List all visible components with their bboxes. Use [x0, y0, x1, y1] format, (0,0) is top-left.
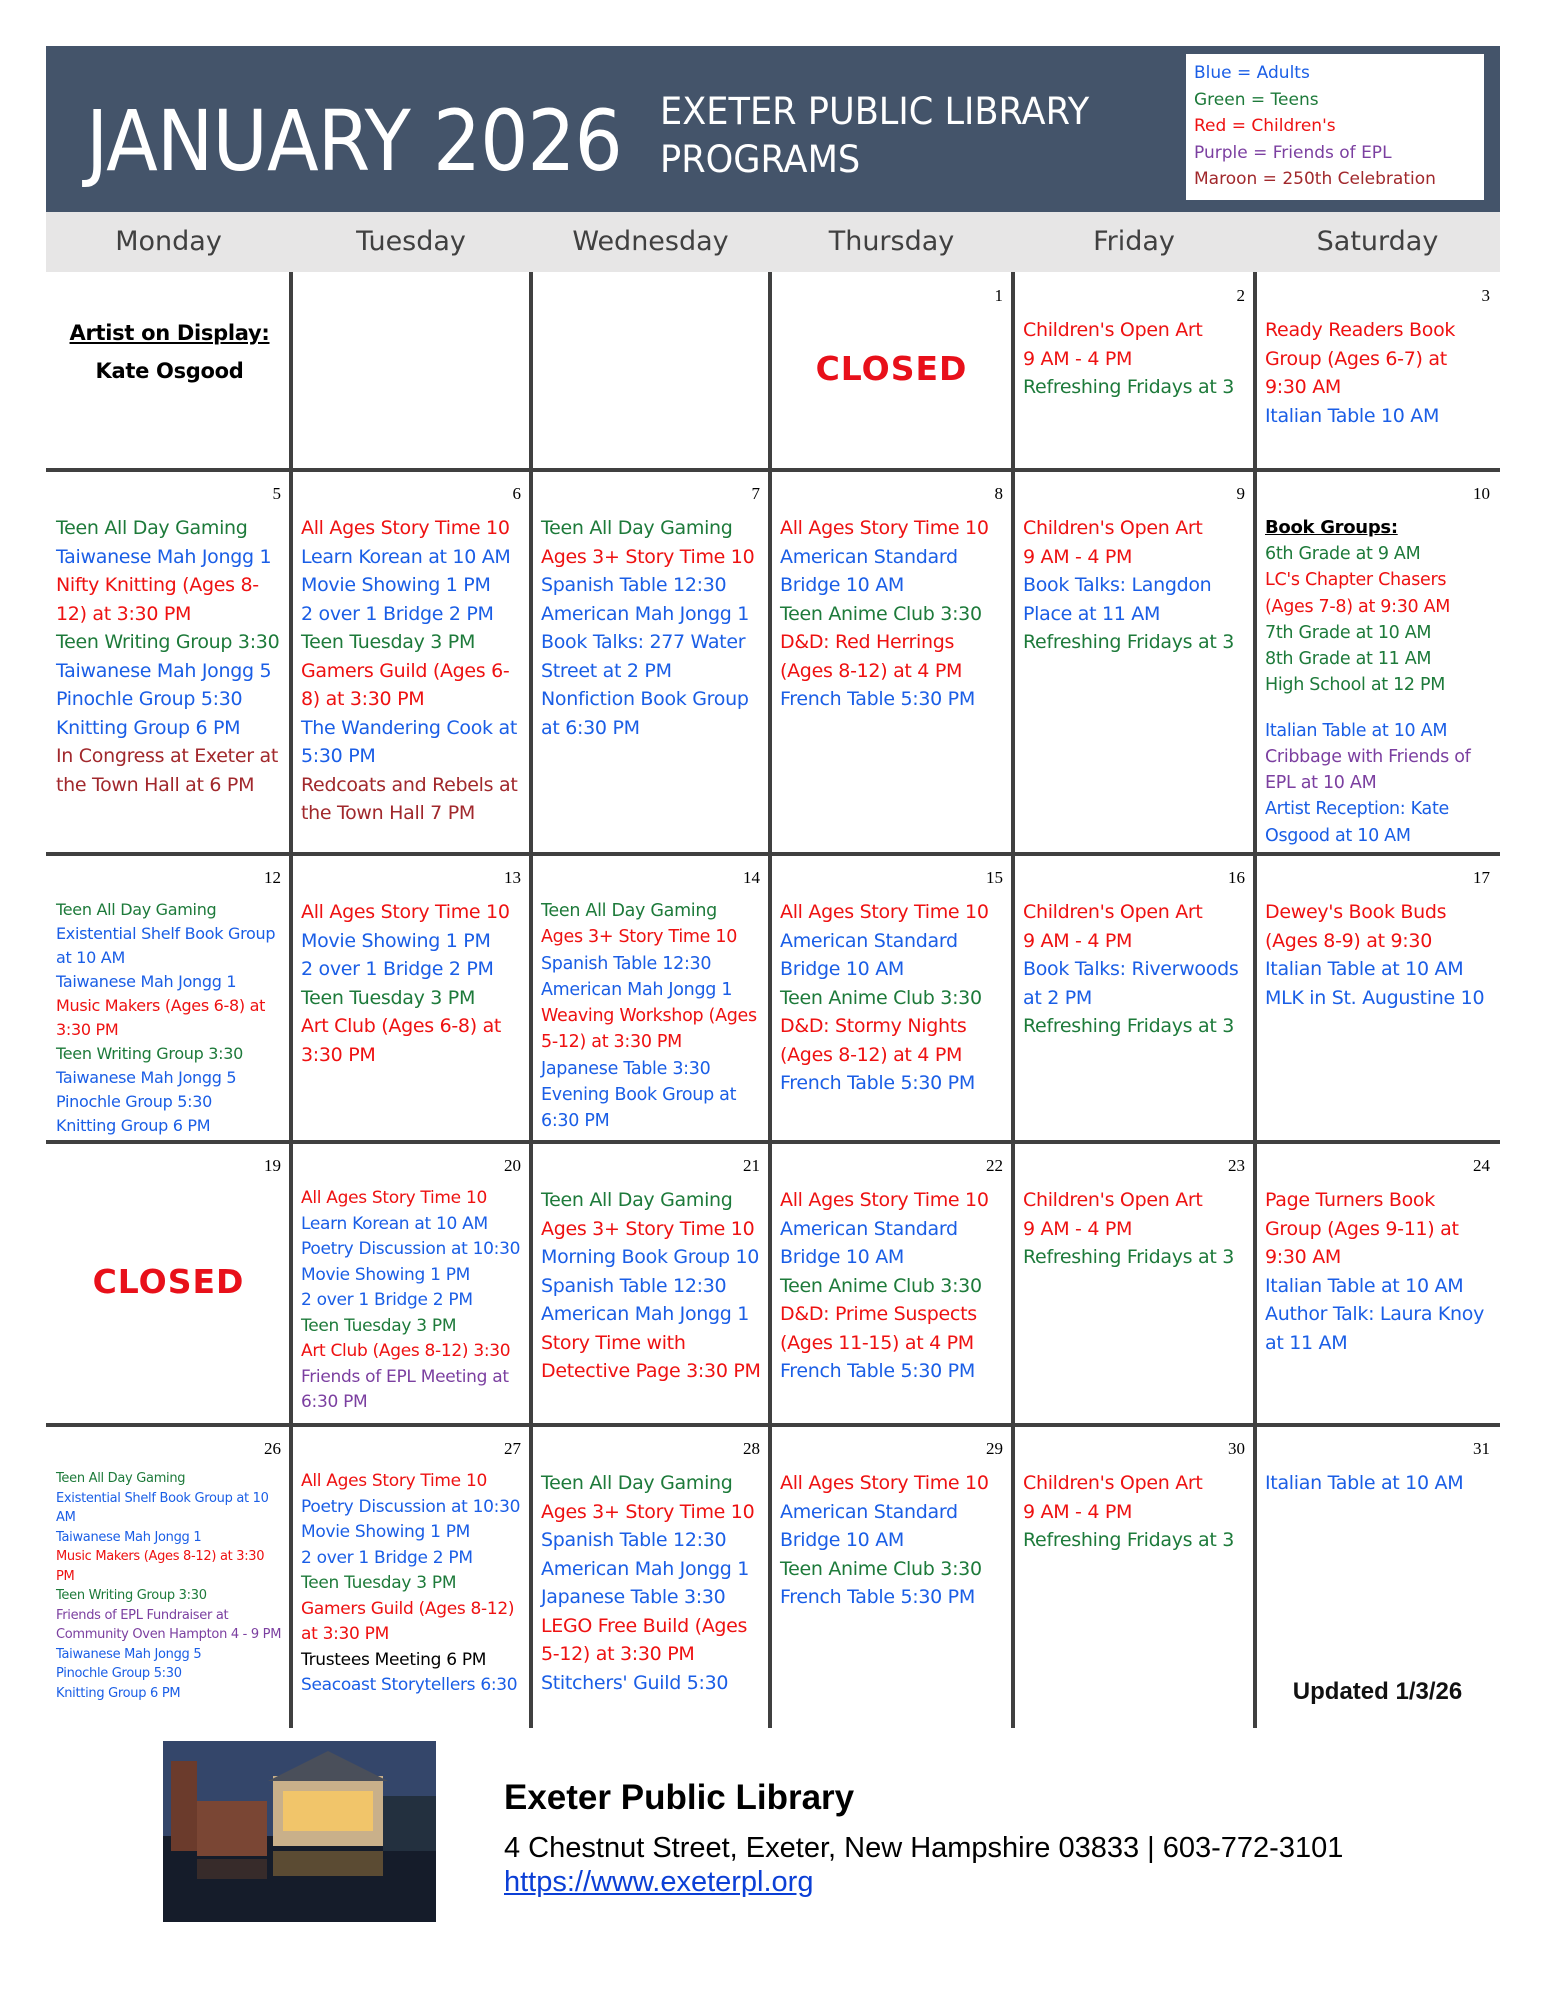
event-list: [301, 514, 523, 828]
event-item: Teen All Day Gaming: [56, 900, 217, 919]
event-item: 9 AM - 4 PM: [1023, 347, 1133, 370]
event-item: Ages 3+ Story Time 10: [541, 545, 755, 568]
event-item: Italian Table at 10 AM: [1265, 1472, 1464, 1494]
event-item: D&D: Prime Suspects (Ages 11-15) at 4 PM: [780, 1303, 977, 1354]
day-cell[interactable]: [531, 1425, 770, 1728]
event-item: Movie Showing 1 PM: [301, 929, 491, 952]
header-banner: [46, 46, 1500, 212]
event-list: [541, 898, 762, 1134]
event-item: Teen All Day Gaming: [541, 517, 733, 539]
event-item: Taiwanese Mah Jongg 1: [56, 972, 237, 991]
event-item: All Ages Story Time 10: [780, 1472, 989, 1494]
grid-line: [46, 468, 1500, 472]
spacer: [1265, 699, 1492, 718]
date-number: 31: [1473, 1439, 1490, 1458]
event-item: Taiwanese Mah Jongg 5: [56, 659, 272, 682]
event-item: 2 over 1 Bridge 2 PM: [301, 1547, 473, 1568]
day-cell[interactable]: [46, 272, 291, 470]
day-cell[interactable]: [531, 470, 770, 854]
event-item: Art Club (Ages 8-12) 3:30: [301, 1341, 511, 1361]
event-list: [56, 898, 283, 1138]
library-title-line1: EXETER PUBLIC LIBRARY: [660, 90, 1090, 133]
event-item: 9 AM - 4 PM: [1023, 929, 1133, 952]
event-item: American Standard Bridge 10 AM: [780, 1500, 958, 1551]
event-item: Children's Open Art: [1023, 1472, 1203, 1494]
closed-label: CLOSED: [815, 349, 968, 388]
event-item: Teen All Day Gaming: [541, 901, 717, 921]
day-cell[interactable]: [770, 272, 1013, 470]
event-item: Page Turners Book Group (Ages 9-11) at 9:30 AM: [1265, 1189, 1459, 1268]
day-cell[interactable]: [46, 1425, 291, 1728]
closed-label: CLOSED: [92, 1261, 245, 1301]
date-number: 26: [264, 1439, 281, 1458]
event-item: Movie Showing 1 PM: [301, 574, 491, 596]
date-number: 12: [264, 868, 281, 887]
month-title: JANUARY 2026: [86, 92, 622, 190]
event-item: Refreshing Fridays at 3: [1023, 631, 1235, 653]
event-item: Kate Osgood: [95, 358, 244, 383]
event-item: 2 over 1 Bridge 2 PM: [301, 1290, 473, 1310]
event-item: Spanish Table 12:30: [541, 1274, 727, 1297]
event-list: [56, 318, 283, 387]
event-item: Japanese Table 3:30: [541, 1586, 726, 1608]
day-cell[interactable]: [291, 470, 531, 854]
event-item: 9 AM - 4 PM: [1023, 545, 1133, 568]
grid-line: [1011, 272, 1015, 1728]
event-item: American Standard Bridge 10 AM: [780, 929, 958, 980]
section-heading: Book Groups:: [1265, 517, 1398, 538]
date-number: 22: [986, 1156, 1003, 1175]
event-item: Seacoast Storytellers 6:30: [301, 1675, 518, 1695]
event-item: Author Talk: Laura Knoy at 11 AM: [1265, 1303, 1485, 1354]
event-item: All Ages Story Time 10: [780, 1189, 989, 1211]
event-item: Italian Table at 10 AM: [1265, 720, 1448, 741]
event-item: Learn Korean at 10 AM: [301, 1213, 488, 1234]
date-number: 20: [504, 1156, 521, 1175]
event-item: Children's Open Art: [1023, 319, 1203, 341]
event-list: [541, 514, 762, 742]
event-item: Japanese Table 3:30: [541, 1058, 711, 1079]
event-item: Movie Showing 1 PM: [301, 1264, 471, 1285]
event-item: Gamers Guild (Ages 8-12) at 3:30 PM: [301, 1598, 515, 1644]
day-cell[interactable]: [1013, 272, 1255, 470]
event-item: All Ages Story Time 10: [301, 901, 510, 923]
event-item: Story Time with Detective Page 3:30 PM: [541, 1331, 761, 1382]
event-item: Refreshing Fridays at 3: [1023, 1529, 1235, 1551]
event-item: D&D: Red Herrings (Ages 8-12) at 4 PM: [780, 631, 963, 682]
event-item: Taiwanese Mah Jongg 5: [56, 1068, 237, 1087]
date-number: 3: [1481, 286, 1490, 305]
event-list: [780, 1186, 1005, 1386]
event-item: Children's Open Art: [1023, 1189, 1203, 1211]
day-cell[interactable]: [770, 1425, 1013, 1728]
event-list: [1265, 1186, 1492, 1357]
event-item: Knitting Group 6 PM: [56, 1116, 211, 1135]
event-item: Spanish Table 12:30: [541, 1529, 727, 1551]
day-cell[interactable]: [46, 470, 291, 854]
event-item: Teen Anime Club 3:30: [780, 602, 982, 625]
event-list: [1023, 1186, 1247, 1272]
day-cell[interactable]: [291, 272, 531, 470]
event-item: Pinochle Group 5:30: [56, 1092, 213, 1111]
day-cell[interactable]: [46, 1142, 291, 1425]
event-item: Book Talks: Langdon Place at 11 AM: [1023, 574, 1212, 625]
event-item: 9 AM - 4 PM: [1023, 1217, 1133, 1240]
grid-line: [529, 272, 533, 1728]
legend-item: Purple = Friends of EPL: [1194, 142, 1392, 163]
date-number: 1: [994, 286, 1003, 305]
event-item: French Table 5:30 PM: [780, 688, 975, 710]
event-item: Redcoats and Rebels at the Town Hall 7 PM: [301, 773, 518, 824]
event-item: Knitting Group 6 PM: [56, 716, 241, 739]
event-item: Taiwanese Mah Jongg 1: [56, 545, 272, 568]
event-item: Teen All Day Gaming: [541, 1472, 733, 1494]
event-item: Refreshing Fridays at 3: [1023, 1015, 1235, 1037]
event-item: Ready Readers Book Group (Ages 6-7) at 9:30 AM: [1265, 319, 1456, 398]
event-item: Existential Shelf Book Group at 10 AM: [56, 924, 276, 967]
event-item: In Congress at Exeter at the Town Hall at 6 PM: [56, 745, 278, 796]
day-cell[interactable]: [531, 854, 770, 1142]
updated-note: Updated 1/3/26: [1292, 1678, 1463, 1705]
color-legend: [1186, 54, 1484, 200]
event-item: Pinochle Group 5:30: [56, 1666, 182, 1681]
event-item: Teen Anime Club 3:30: [780, 1274, 982, 1297]
event-item: Italian Table at 10 AM: [1265, 1274, 1464, 1297]
weekday-wednesday: Wednesday: [572, 226, 729, 257]
event-item: American Mah Jongg 1: [541, 1303, 750, 1325]
event-item: Teen Tuesday 3 PM: [301, 1315, 457, 1336]
event-item: LEGO Free Build (Ages 5-12) at 3:30 PM: [541, 1614, 748, 1665]
grid-line: [46, 852, 1500, 856]
date-number: 19: [264, 1156, 281, 1175]
event-item: Trustees Meeting 6 PM: [301, 1649, 487, 1670]
event-item: All Ages Story Time 10: [301, 517, 510, 539]
event-list: [1265, 316, 1492, 430]
grid-line: [1253, 272, 1257, 1728]
event-list: [780, 514, 1005, 714]
event-item: Cribbage with Friends of EPL at 10 AM: [1265, 746, 1471, 794]
event-item: Teen Anime Club 3:30: [780, 986, 982, 1009]
day-cell[interactable]: [1255, 470, 1500, 854]
day-cell[interactable]: [1255, 272, 1500, 470]
event-item: Teen All Day Gaming: [56, 517, 248, 539]
day-cell[interactable]: [291, 1425, 531, 1728]
event-item: 2 over 1 Bridge 2 PM: [301, 602, 494, 625]
event-item: Teen All Day Gaming: [541, 1189, 733, 1211]
event-item: American Mah Jongg 1: [541, 602, 750, 625]
event-item: 7th Grade at 10 AM: [1265, 622, 1432, 643]
date-number: 24: [1473, 1156, 1490, 1175]
weekday-monday: Monday: [115, 226, 222, 257]
event-item: Dewey's Book Buds (Ages 8-9) at 9:30: [1265, 901, 1447, 952]
day-cell[interactable]: [291, 854, 531, 1142]
event-item: All Ages Story Time 10: [780, 901, 989, 923]
event-item: Book Talks: 277 Water Street at 2 PM: [541, 631, 746, 682]
date-number: 13: [504, 868, 521, 887]
event-item: The Wandering Cook at 5:30 PM: [301, 716, 517, 767]
event-list: [780, 898, 1005, 1098]
library-title: [660, 88, 1089, 184]
event-item: Children's Open Art: [1023, 517, 1203, 539]
date-number: 15: [986, 868, 1003, 887]
event-list: [301, 1469, 523, 1699]
event-item: Children's Open Art: [1023, 901, 1203, 923]
date-number: 10: [1473, 484, 1490, 503]
grid-line: [768, 272, 772, 1728]
event-item: Teen Tuesday 3 PM: [301, 986, 476, 1009]
event-item: Taiwanese Mah Jongg 1: [56, 1529, 202, 1545]
event-list: [301, 1186, 523, 1416]
day-cell[interactable]: [1013, 1425, 1255, 1728]
day-cell[interactable]: [770, 1142, 1013, 1425]
event-item: Teen Anime Club 3:30: [780, 1557, 982, 1580]
section-heading: Artist on Display:: [69, 321, 270, 345]
date-number: 14: [743, 868, 760, 887]
footer-address: 4 Chestnut Street, Exeter, New Hampshire 03833 | 603-772-3101: [504, 1832, 1344, 1864]
footer-library-name: Exeter Public Library: [504, 1778, 855, 1817]
day-cell[interactable]: [46, 854, 291, 1142]
event-item: Learn Korean at 10 AM: [301, 545, 511, 568]
event-item: Stitchers' Guild 5:30: [541, 1671, 729, 1694]
day-cell[interactable]: [531, 1142, 770, 1425]
grid-line: [46, 1423, 1500, 1427]
event-item: Book Talks: Riverwoods at 2 PM: [1023, 958, 1239, 1009]
event-item: Gamers Guild (Ages 6-8) at 3:30 PM: [301, 659, 510, 710]
event-item: Poetry Discussion at 10:30: [301, 1496, 521, 1517]
event-item: All Ages Story Time 10: [301, 1188, 487, 1208]
weekday-header: [46, 212, 1500, 272]
event-list: [1023, 514, 1247, 657]
event-item: Spanish Table 12:30: [541, 953, 712, 974]
event-list: [301, 898, 523, 1069]
event-item: All Ages Story Time 10: [301, 1471, 487, 1491]
date-number: 28: [743, 1439, 760, 1458]
day-cell[interactable]: [770, 854, 1013, 1142]
event-item: Ages 3+ Story Time 10: [541, 1500, 755, 1523]
event-item: Art Club (Ages 6-8) at 3:30 PM: [301, 1015, 502, 1066]
day-cell[interactable]: [291, 1142, 531, 1425]
event-item: LC's Chapter Chasers (Ages 7-8) at 9:30 AM: [1265, 570, 1451, 617]
event-list: [1023, 898, 1247, 1041]
event-item: American Mah Jongg 1: [541, 1557, 750, 1580]
date-number: 2: [1236, 286, 1245, 305]
date-number: 9: [1236, 484, 1245, 503]
event-item: American Standard Bridge 10 AM: [780, 545, 958, 596]
event-item: 8th Grade at 11 AM: [1265, 649, 1432, 669]
event-item: American Standard Bridge 10 AM: [780, 1217, 958, 1268]
event-list: [541, 1186, 762, 1386]
weekday-thursday: Thursday: [828, 226, 955, 257]
event-item: Teen Writing Group 3:30: [56, 1588, 207, 1603]
event-item: Poetry Discussion at 10:30: [301, 1239, 521, 1259]
event-item: American Mah Jongg 1: [541, 979, 733, 1000]
day-cell[interactable]: [1255, 1425, 1500, 1728]
event-item: Evening Book Group at 6:30 PM: [541, 1084, 737, 1131]
event-item: Teen Writing Group 3:30: [56, 631, 280, 653]
event-list: [780, 1469, 1005, 1612]
day-cell[interactable]: [1255, 1142, 1500, 1425]
day-cell[interactable]: [1013, 854, 1255, 1142]
date-number: 30: [1228, 1439, 1245, 1458]
event-item: French Table 5:30 PM: [780, 1072, 975, 1094]
date-number: 21: [743, 1156, 760, 1175]
event-list: [1265, 898, 1492, 1012]
event-item: Knitting Group 6 PM: [56, 1685, 181, 1701]
event-item: Music Makers (Ages 8-12) at 3:30 PM: [56, 1549, 265, 1584]
event-list: [1265, 1469, 1492, 1498]
date-number: 23: [1228, 1156, 1245, 1175]
date-number: 7: [751, 484, 760, 503]
event-item: 2 over 1 Bridge 2 PM: [301, 958, 494, 980]
legend-item: Maroon = 250th Celebration: [1194, 169, 1436, 189]
event-item: Teen Tuesday 3 PM: [301, 1573, 457, 1593]
event-item: 6th Grade at 9 AM: [1265, 544, 1421, 564]
event-item: Teen Tuesday 3 PM: [301, 631, 476, 653]
grid-line: [46, 1140, 1500, 1144]
day-cell[interactable]: [1255, 854, 1500, 1142]
event-item: Movie Showing 1 PM: [301, 1522, 471, 1542]
event-item: Refreshing Fridays at 3: [1023, 376, 1235, 398]
date-number: 5: [272, 484, 281, 503]
day-cell[interactable]: [1013, 1142, 1255, 1425]
legend-item: Red = Children's: [1194, 116, 1336, 136]
event-item: Ages 3+ Story Time 10: [541, 927, 738, 948]
event-item: All Ages Story Time 10: [780, 517, 989, 539]
event-item: Weaving Workshop (Ages 5-12) at 3:30 PM: [541, 1006, 757, 1053]
library-photo: [163, 1741, 436, 1922]
legend-item: Green = Teens: [1194, 89, 1319, 110]
event-item: Friends of EPL Meeting at 6:30 PM: [301, 1366, 509, 1412]
event-item: Existential Shelf Book Group at 10 AM: [56, 1490, 269, 1525]
legend-item: Blue = Adults: [1194, 63, 1310, 83]
day-cell[interactable]: [770, 470, 1013, 854]
event-item: Italian Table at 10 AM: [1265, 958, 1464, 980]
date-number: 27: [504, 1439, 521, 1458]
event-item: French Table 5:30 PM: [780, 1586, 975, 1608]
event-item: Music Makers (Ages 6-8) at 3:30 PM: [56, 996, 266, 1039]
weekday-friday: Friday: [1093, 226, 1175, 257]
date-number: 29: [986, 1439, 1003, 1458]
day-cell[interactable]: [1013, 470, 1255, 854]
event-item: Teen Writing Group 3:30: [56, 1044, 244, 1063]
event-list: [1265, 514, 1492, 849]
event-item: D&D: Stormy Nights (Ages 8-12) at 4 PM: [780, 1015, 967, 1066]
event-list: [1023, 316, 1247, 402]
grid-line: [289, 272, 293, 1728]
event-item: MLK in St. Augustine 10: [1265, 986, 1485, 1009]
event-item: Ages 3+ Story Time 10: [541, 1217, 755, 1240]
event-item: Italian Table 10 AM: [1265, 404, 1440, 427]
weekday-tuesday: Tuesday: [356, 226, 466, 257]
event-list: [56, 1469, 283, 1703]
event-list: [56, 514, 283, 799]
event-item: French Table 5:30 PM: [780, 1360, 975, 1382]
event-item: Spanish Table 12:30: [541, 574, 727, 596]
date-number: 16: [1228, 868, 1245, 887]
event-item: Refreshing Fridays at 3: [1023, 1246, 1235, 1268]
event-item: Artist Reception: Kate Osgood at 10 AM: [1265, 799, 1449, 846]
event-item: Teen All Day Gaming: [56, 1471, 186, 1486]
event-item: Friends of EPL Fundraiser at Community Oven Hampton 4 - 9 PM: [56, 1607, 282, 1642]
event-item: Nonfiction Book Group at 6:30 PM: [541, 688, 749, 739]
event-item: 9 AM - 4 PM: [1023, 1500, 1133, 1523]
weekday-saturday: Saturday: [1316, 226, 1439, 257]
date-number: 6: [512, 484, 521, 503]
event-list: [541, 1469, 762, 1697]
event-item: High School at 12 PM: [1265, 675, 1446, 696]
day-cell[interactable]: [531, 272, 770, 470]
event-item: Morning Book Group 10: [541, 1246, 760, 1268]
footer-website-link[interactable]: https://www.exeterpl.org: [504, 1866, 814, 1898]
library-title-line2: PROGRAMS: [660, 138, 861, 181]
event-item: Nifty Knitting (Ages 8-12) at 3:30 PM: [56, 574, 259, 625]
date-number: 8: [994, 484, 1003, 503]
event-item: Taiwanese Mah Jongg 5: [56, 1646, 202, 1662]
date-number: 17: [1473, 868, 1490, 887]
event-item: Pinochle Group 5:30: [56, 688, 243, 710]
event-list: [1023, 1469, 1247, 1555]
